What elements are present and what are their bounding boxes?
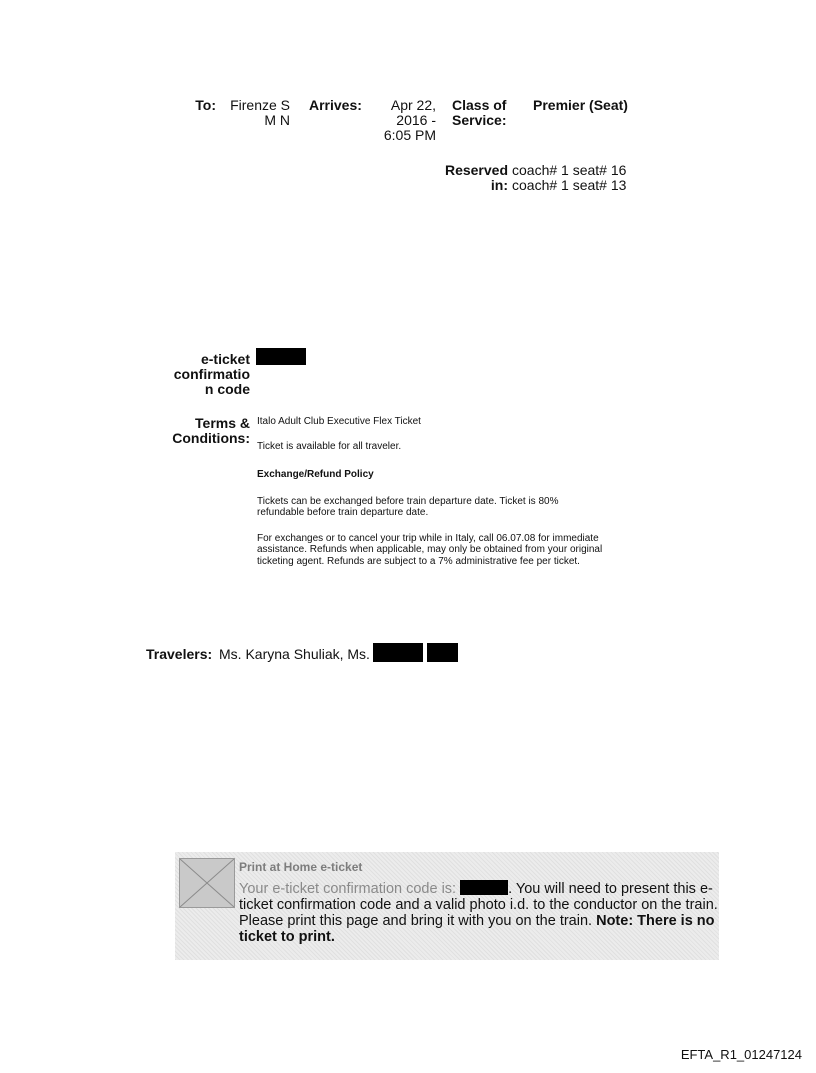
print-at-home-box [175, 852, 719, 960]
ticket-availability: Ticket is available for all traveler. [257, 440, 402, 452]
travelers-label: Travelers: [146, 646, 213, 662]
destination-value: Firenze S M N [230, 97, 290, 128]
redacted-traveler-last-name [427, 643, 458, 662]
redacted-traveler-first-name [373, 643, 423, 662]
redacted-confirmation-code [256, 348, 306, 365]
print-box-message: Your e-ticket confirmation code is: . You will need to present this e- ticket confirmation code and a valid photo i.d. to the conductor on the train. Please print this page and bring it with you on the train. Note: There is no ticket to print. [239, 881, 718, 945]
arrival-datetime: Apr 22, 2016 - 6:05 PM [383, 97, 436, 143]
policy-heading: Exchange/Refund Policy [257, 469, 374, 480]
travelers-value: Ms. Karyna Shuliak, Ms. [219, 646, 370, 662]
broken-image-icon [179, 858, 235, 908]
class-of-service-value: Premier (Seat) [533, 97, 628, 113]
to-label: To: [195, 97, 216, 113]
policy-paragraph-refund: For exchanges or to cancel your trip while in Italy, call 06.07.08 for immediate assistance. Refunds when applicable, may only be obtained from your original ticketing agent. Refunds are subject to a 7% administrative fee per ticket. [257, 532, 603, 567]
document-id: EFTA_R1_01247124 [680, 1047, 802, 1062]
redacted-confirmation-code-inline [460, 880, 508, 895]
policy-paragraph-exchange: Tickets can be exchanged before train departure date. Ticket is 80% refundable before train departure date. [257, 495, 559, 518]
terms-conditions-label: Terms & Conditions: [172, 415, 250, 446]
reserved-in-label: Reserved in: [444, 162, 508, 193]
ticket-name: Italo Adult Club Executive Flex Ticket [257, 416, 421, 427]
print-box-title: Print at Home e-ticket [239, 860, 363, 874]
class-of-service-label: Class of Service: [452, 97, 507, 128]
reserved-seats: coach# 1 seat# 16 coach# 1 seat# 13 [512, 162, 627, 193]
eticket-confirmation-label: e-ticket confirmatio n code [173, 351, 250, 397]
arrives-label: Arrives: [309, 97, 362, 113]
terms-content [257, 416, 657, 567]
